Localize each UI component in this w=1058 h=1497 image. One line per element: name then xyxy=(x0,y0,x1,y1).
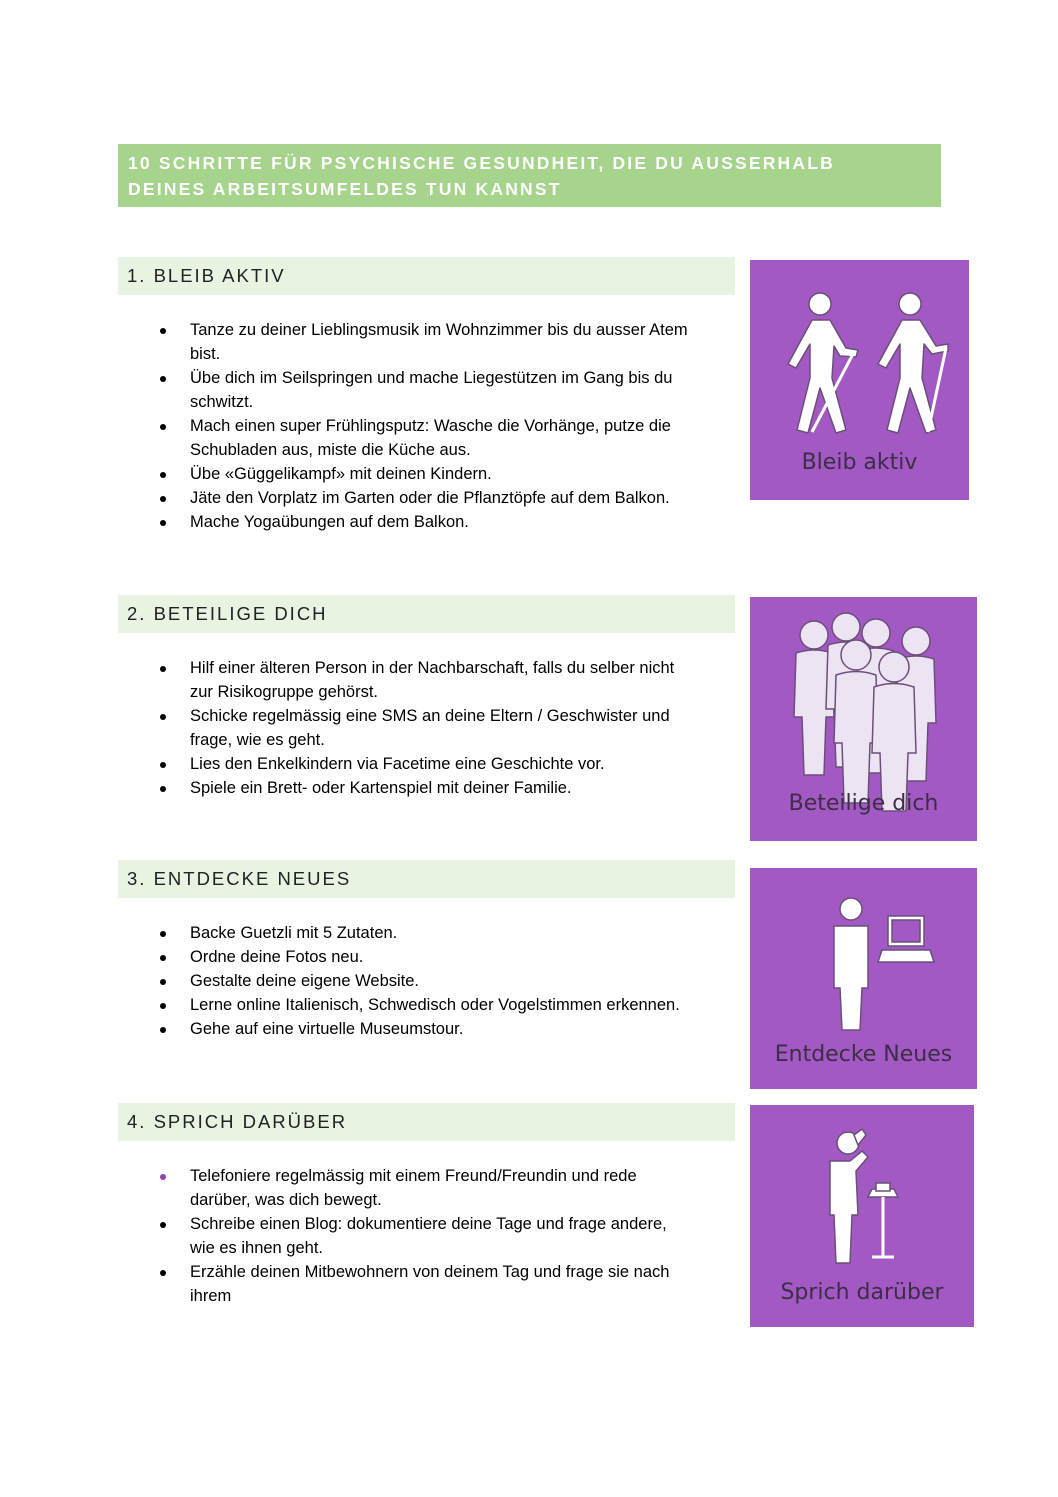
bullet-icon xyxy=(160,1174,166,1180)
section-list-entdecke-neues xyxy=(160,921,740,1041)
list-item: Backe Guetzli mit 5 Zutaten. xyxy=(160,921,740,945)
list-item: Schreibe einen Blog: dokumentiere deine Tage und frage andere, wie es ihnen geht. xyxy=(160,1212,740,1260)
bullet-icon xyxy=(160,328,166,334)
list-item: Jäte den Vorplatz im Garten oder die Pflanztöpfe auf dem Balkon. xyxy=(160,486,740,510)
bullet-icon xyxy=(160,979,166,985)
tile-label: Beteilige dich xyxy=(788,791,939,816)
section-heading-entdecke-neues: 3. ENTDECKE NEUES xyxy=(118,860,735,898)
section-list-sprich-darueber xyxy=(160,1164,740,1308)
bullet-icon xyxy=(160,496,166,502)
list-item: Erzähle deinen Mitbewohnern von deinem Tag und frage sie nach ihrem xyxy=(160,1260,740,1308)
bullet-icon xyxy=(160,376,166,382)
section-list-beteilige-dich xyxy=(160,656,740,800)
bullet-icon xyxy=(160,931,166,937)
tile-entdecke-neues xyxy=(750,868,977,1089)
bullet-icon xyxy=(160,1222,166,1228)
list-item: Tanze zu deiner Lieblingsmusik im Wohnzimmer bis du ausser Atem bist. xyxy=(160,318,740,366)
list-item: Gehe auf eine virtuelle Museumstour. xyxy=(160,1017,740,1041)
list-item: Lies den Enkelkindern via Facetime eine Geschichte vor. xyxy=(160,752,740,776)
list-item: Spiele ein Brett- oder Kartenspiel mit deiner Familie. xyxy=(160,776,740,800)
list-item: Telefoniere regelmässig mit einem Freund/Freundin und rede darüber, was dich bewegt. xyxy=(160,1164,740,1212)
tile-sprich-darueber xyxy=(750,1105,974,1327)
list-item: Übe dich im Seilspringen und mache Liegestützen im Gang bis du schwitzt. xyxy=(160,366,740,414)
document-title xyxy=(118,144,941,207)
bullet-icon xyxy=(160,1003,166,1009)
list-item: Lerne online Italienisch, Schwedisch oder Vogelstimmen erkennen. xyxy=(160,993,740,1017)
section-list-bleib-aktiv xyxy=(160,318,740,534)
list-item: Ordne deine Fotos neu. xyxy=(160,945,740,969)
bullet-icon xyxy=(160,520,166,526)
list-item: Hilf einer älteren Person in der Nachbarschaft, falls du selber nicht zur Risikogruppe gehörst. xyxy=(160,656,740,704)
bullet-icon xyxy=(160,955,166,961)
bullet-icon xyxy=(160,762,166,768)
section-heading-bleib-aktiv: 1. BLEIB AKTIV xyxy=(118,257,735,295)
tile-label: Entdecke Neues xyxy=(774,1042,953,1067)
list-item: Mach einen super Frühlingsputz: Wasche die Vorhänge, putze die Schubladen aus, miste die Küche aus. xyxy=(160,414,740,462)
section-heading-sprich-darueber: 4. SPRICH DARÜBER xyxy=(118,1103,735,1141)
tile-label: Sprich darüber xyxy=(780,1280,944,1305)
bullet-icon xyxy=(160,786,166,792)
bullet-icon xyxy=(160,1270,166,1276)
bullet-icon xyxy=(160,472,166,478)
section-heading-beteilige-dich: 2. BETEILIGE DICH xyxy=(118,595,735,633)
title-line-2: DEINES ARBEITSUMFELDES TUN KANNST xyxy=(128,179,562,199)
bullet-icon xyxy=(160,714,166,720)
tile-bleib-aktiv xyxy=(750,260,969,500)
list-item: Gestalte deine eigene Website. xyxy=(160,969,740,993)
tile-beteilige-dich xyxy=(750,597,977,841)
bullet-icon xyxy=(160,666,166,672)
title-line-1: 10 SCHRITTE FÜR PSYCHISCHE GESUNDHEIT, DIE DU AUSSERHALB xyxy=(128,153,835,173)
list-item: Mache Yogaübungen auf dem Balkon. xyxy=(160,510,740,534)
list-item: Schicke regelmässig eine SMS an deine Eltern / Geschwister und frage, wie es geht. xyxy=(160,704,740,752)
bullet-icon xyxy=(160,1027,166,1033)
bullet-icon xyxy=(160,424,166,430)
tile-label: Bleib aktiv xyxy=(801,450,918,475)
list-item: Übe «Güggelikampf» mit deinen Kindern. xyxy=(160,462,740,486)
